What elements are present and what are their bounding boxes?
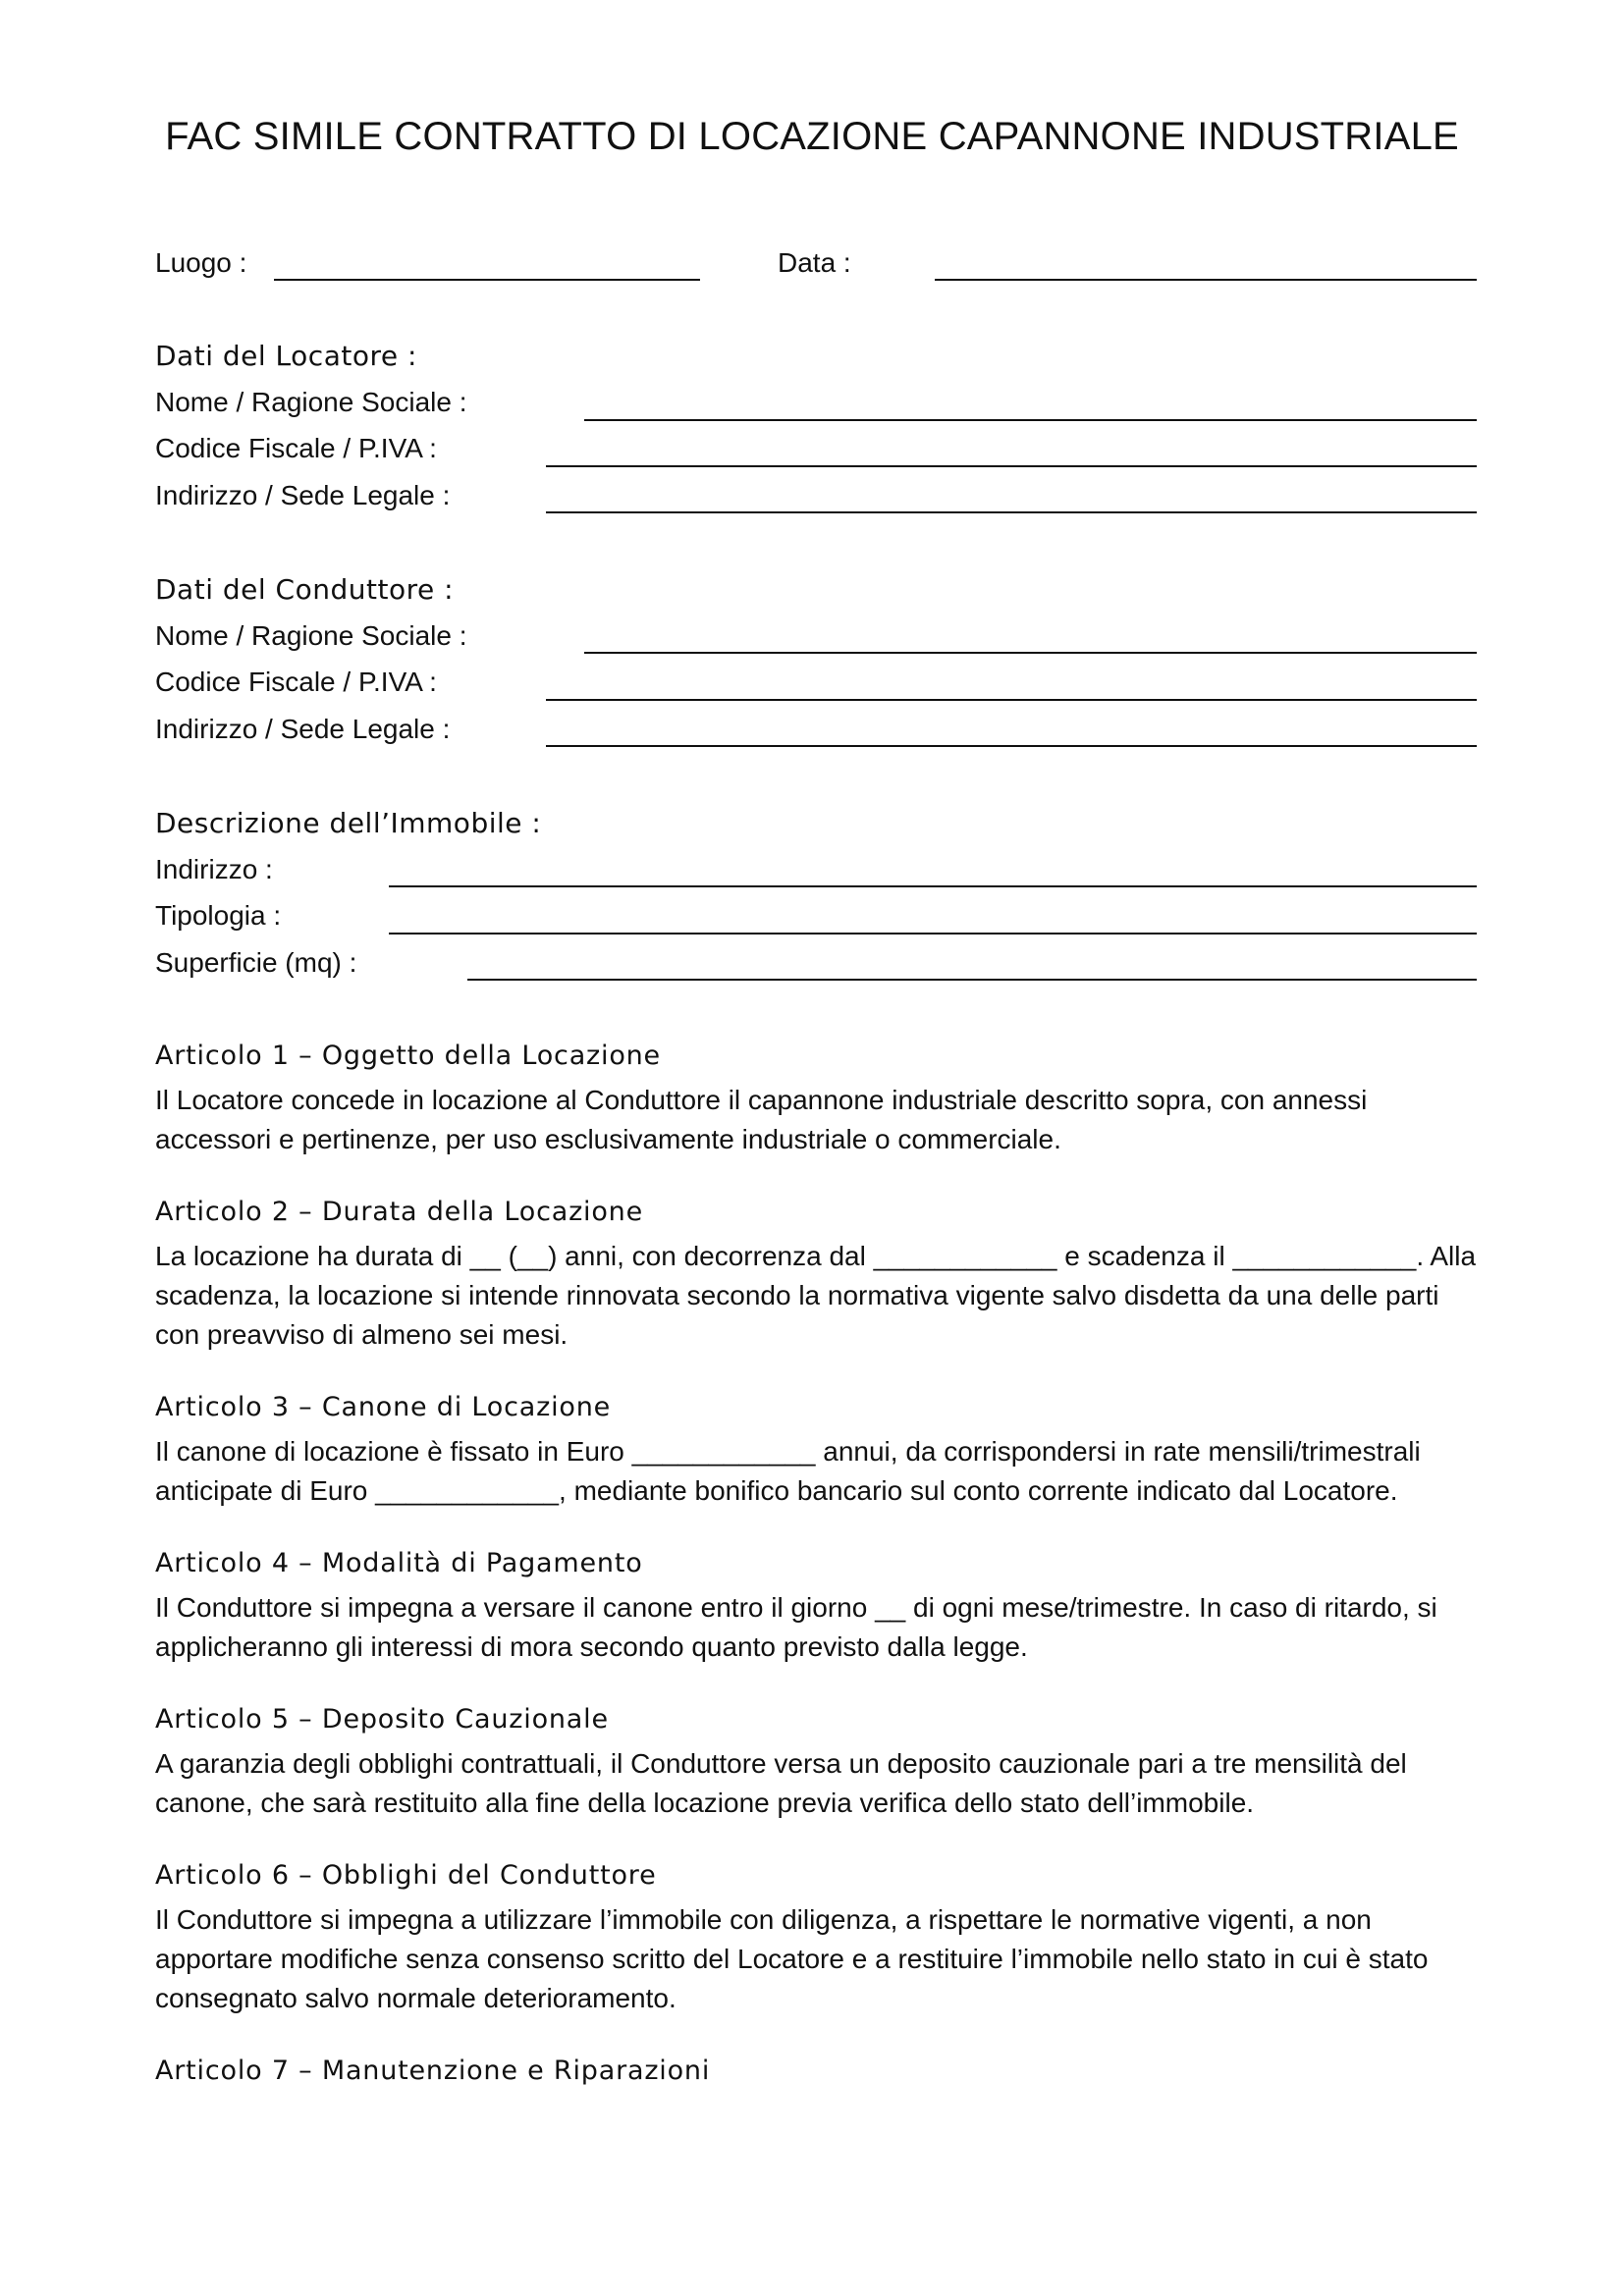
document-title: FAC SIMILE CONTRATTO DI LOCAZIONE CAPANNONE INDUSTRIALE [165,115,1459,158]
immobile-tipologia-field[interactable] [389,933,1477,934]
locatore-indirizzo-label: Indirizzo / Sede Legale : [155,480,451,510]
data-field[interactable] [935,279,1477,281]
article-4-line-2: applicheranno gli interessi di mora secondo quanto previsto dalla legge. [155,1631,1028,1662]
immobile-indirizzo-field[interactable] [389,885,1477,887]
article-2-line-2: scadenza, la locazione si intende rinnovata secondo la normativa vigente salvo disdetta da una delle parti [155,1280,1439,1310]
conduttore-heading: Dati del Conduttore : [155,573,455,606]
article-4-title: Articolo 4 – Modalità di Pagamento [155,1548,643,1578]
immobile-tipologia-label: Tipologia : [155,900,282,931]
locatore-nome-field[interactable] [584,419,1477,421]
conduttore-nome-label: Nome / Ragione Sociale : [155,620,467,651]
locatore-cf-field[interactable] [546,465,1477,467]
conduttore-cf-field[interactable] [546,699,1477,701]
locatore-indirizzo-field[interactable] [546,511,1477,513]
article-4-line-1: Il Conduttore si impegna a versare il canone entro il giorno __ di ogni mese/trimestre. In caso di ritardo, si [155,1592,1437,1623]
luogo-field[interactable] [274,279,700,281]
immobile-heading: Descrizione dell’Immobile : [155,807,542,839]
article-3-line-1: Il canone di locazione è fissato in Euro ____________ annui, da corrispondersi in rate mensili/trimestrali [155,1436,1421,1467]
article-6-line-2: apportare modifiche senza consenso scritto del Locatore e a restituire l’immobile nello stato in cui è stato [155,1944,1429,1974]
article-5-line-1: A garanzia degli obblighi contrattuali, il Conduttore versa un deposito cauzionale pari a tre mensilità del [155,1748,1407,1779]
article-2-line-1: La locazione ha durata di __ (__) anni, con decorrenza dal ____________ e scadenza il ____________. Alla [155,1241,1477,1271]
locatore-heading: Dati del Locatore : [155,340,417,372]
immobile-superficie-label: Superficie (mq) : [155,947,357,978]
data-label: Data : [778,247,851,278]
article-2-line-3: con preavviso di almeno sei mesi. [155,1319,568,1350]
article-6-title: Articolo 6 – Obblighi del Conduttore [155,1860,657,1891]
article-3-line-2: anticipate di Euro ____________, mediante bonifico bancario sul conto corrente indicato dal Locatore. [155,1475,1398,1506]
article-7-title: Articolo 7 – Manutenzione e Riparazioni [155,2056,711,2086]
article-1-line-1: Il Locatore concede in locazione al Conduttore il capannone industriale descritto sopra, con annessi [155,1085,1368,1115]
locatore-cf-label: Codice Fiscale / P.IVA : [155,433,437,463]
locatore-nome-label: Nome / Ragione Sociale : [155,387,467,417]
article-5-title: Articolo 5 – Deposito Cauzionale [155,1704,609,1735]
article-6-line-1: Il Conduttore si impegna a utilizzare l’immobile con diligenza, a rispettare le normative vigenti, a non [155,1904,1372,1935]
conduttore-indirizzo-label: Indirizzo / Sede Legale : [155,714,451,744]
article-3-title: Articolo 3 – Canone di Locazione [155,1392,612,1422]
article-2-title: Articolo 2 – Durata della Locazione [155,1197,644,1227]
luogo-label: Luogo : [155,247,247,278]
conduttore-indirizzo-field[interactable] [546,745,1477,747]
article-1-title: Articolo 1 – Oggetto della Locazione [155,1041,661,1071]
immobile-superficie-field[interactable] [467,979,1477,981]
article-5-line-2: canone, che sarà restituito alla fine della locazione previa verifica dello stato dell’immobile. [155,1788,1255,1818]
conduttore-nome-field[interactable] [584,652,1477,654]
immobile-indirizzo-label: Indirizzo : [155,854,273,884]
conduttore-cf-label: Codice Fiscale / P.IVA : [155,667,437,697]
article-6-line-3: consegnato salvo normale deterioramento. [155,1983,677,2013]
article-1-line-2: accessori e pertinenze, per uso esclusivamente industriale o commerciale. [155,1124,1061,1154]
